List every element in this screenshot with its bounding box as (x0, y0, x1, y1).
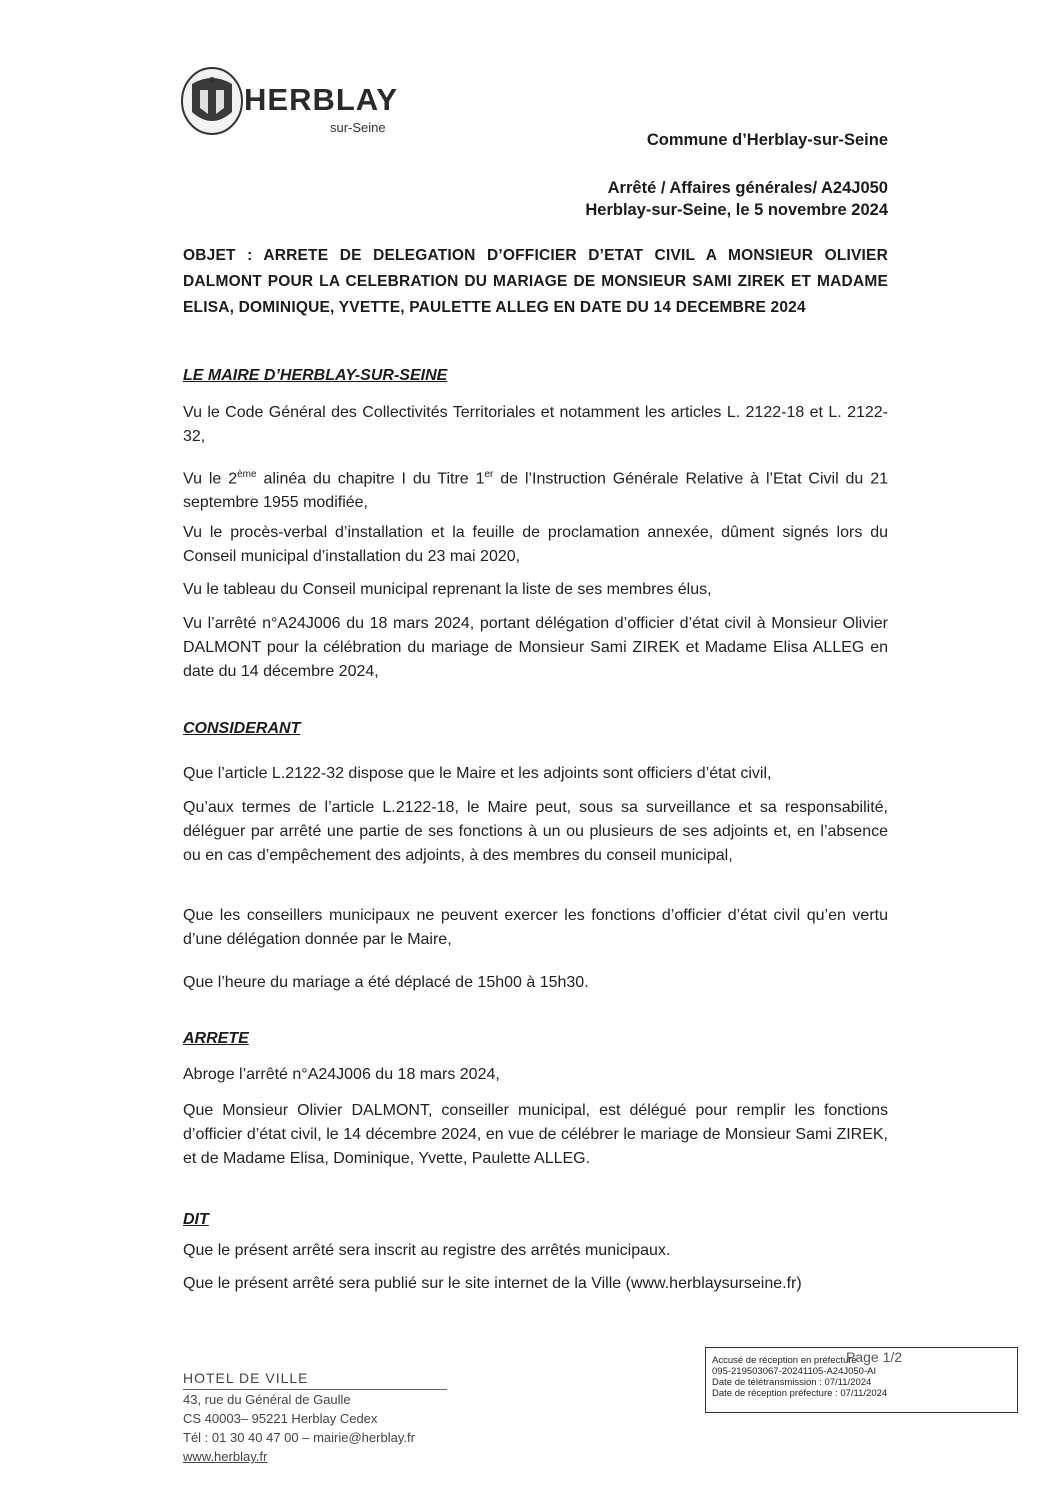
vu-paragraph-1: Vu le Code Général des Collectivités Territoriales et notamment les articles L. 2122-18 et L. 2122-32, (183, 404, 888, 445)
considerant-paragraph-3: Que les conseillers municipaux ne peuvent exercer les fonctions d’officier d’état civil qu’en vertu d’une délégation donnée par le Maire, (183, 907, 888, 948)
footer-address-2: CS 40003– 95221 Herblay Cedex (183, 1411, 378, 1426)
arrete-paragraph-2: Que Monsieur Olivier DALMONT, conseiller municipal, est délégué pour remplir les fonctions d’officier d’état civil, le 14 décembre 2024, en vue de célébrer le mariage de Monsieur Sami ZIREK, et de Madame Elisa, Dominique, Yvette, Paulette ALLEG. (183, 1102, 888, 1167)
footer-address-1: 43, rue du Général de Gaulle (183, 1392, 351, 1407)
section-heading-maire: LE MAIRE D’HERBLAY-SUR-SEINE (183, 367, 448, 384)
date-line: Herblay-sur-Seine, le 5 novembre 2024 (585, 201, 888, 219)
stamp-line-4: Date de réception préfecture : 07/11/2024 (712, 1388, 888, 1399)
stamp-line-3: Date de télétransmission : 07/11/2024 (712, 1377, 872, 1388)
arrete-reference: Arrêté / Affaires générales/ A24J050 (607, 179, 888, 197)
objet-title: OBJET : ARRETE DE DELEGATION D’OFFICIER D’ETAT CIVIL A MONSIEUR OLIVIER DALMONT POUR LA CELEBRATION DU MARIAGE DE MONSIEUR SAMI ZIREK ET MADAME ELISA, DOMINIQUE, YVETTE, PAULETTE ALLEG EN DATE DU 14 DECEMBRE 2024 (183, 247, 888, 316)
considerant-paragraph-2: Qu’aux termes de l’article L.2122-18, le Maire peut, sous sa surveillance et sa responsabilité, déléguer par arrêté une partie de ses fonctions à un ou plusieurs de ses adjoints et, en l’absence ou en cas d’empêchement des adjoints, à des membres du conseil municipal, (183, 799, 888, 864)
arrete-paragraph-1: Abroge l’arrêté n°A24J006 du 18 mars 2024, (183, 1066, 500, 1083)
vu-paragraph-2: Vu le 2ème alinéa du chapitre I du Titre 1er de l’Instruction Générale Relative à l’Etat Civil du 21 septembre 1955 modifiée, (183, 469, 889, 512)
footer-title: HOTEL DE VILLE (183, 1370, 309, 1386)
section-heading-arrete: ARRETE (183, 1030, 249, 1047)
vu-paragraph-4: Vu le tableau du Conseil municipal reprenant la liste de ses membres élus, (183, 581, 712, 598)
logo-subtitle: sur-Seine (330, 120, 386, 135)
stamp-line-1: Accusé de réception en préfecture (712, 1355, 857, 1366)
considerant-paragraph-4: Que l’heure du mariage a été déplacé de 15h00 à 15h30. (183, 974, 589, 991)
commune-name: Commune d’Herblay-sur-Seine (646, 131, 888, 149)
footer-contact: Tél : 01 30 40 47 00 – mairie@herblay.fr (183, 1430, 415, 1445)
page-number: Page 1/2 (846, 1349, 903, 1365)
considerant-paragraph-1: Que l’article L.2122-32 dispose que le Maire et les adjoints sont officiers d’état civil, (183, 765, 772, 782)
section-heading-dit: DIT (183, 1211, 209, 1228)
stamp-line-2: 095-219503067-20241105-A24J050-AI (712, 1366, 877, 1377)
dit-paragraph-2: Que le présent arrêté sera publié sur le site internet de la Ville (www.herblaysurseine.fr) (183, 1275, 802, 1292)
logo-wordmark: HERBLAY (244, 82, 398, 117)
crest-icon (182, 68, 242, 134)
vu-paragraph-3: Vu le procès-verbal d’installation et la feuille de proclamation annexée, dûment signés lors du Conseil municipal d’installation du 23 mai 2020, (183, 524, 888, 565)
vu-paragraph-5: Vu l’arrêté n°A24J006 du 18 mars 2024, portant délégation d’officier d’état civil à Monsieur Olivier DALMONT pour la célébration du mariage de Monsieur Sami ZIREK et Madame Elisa ALLEG en date du 14 décembre 2024, (183, 615, 888, 680)
dit-paragraph-1: Que le présent arrêté sera inscrit au registre des arrêtés municipaux. (183, 1242, 671, 1259)
section-heading-considerant: CONSIDERANT (183, 720, 301, 737)
footer-website-link[interactable]: www.herblay.fr (183, 1449, 268, 1464)
